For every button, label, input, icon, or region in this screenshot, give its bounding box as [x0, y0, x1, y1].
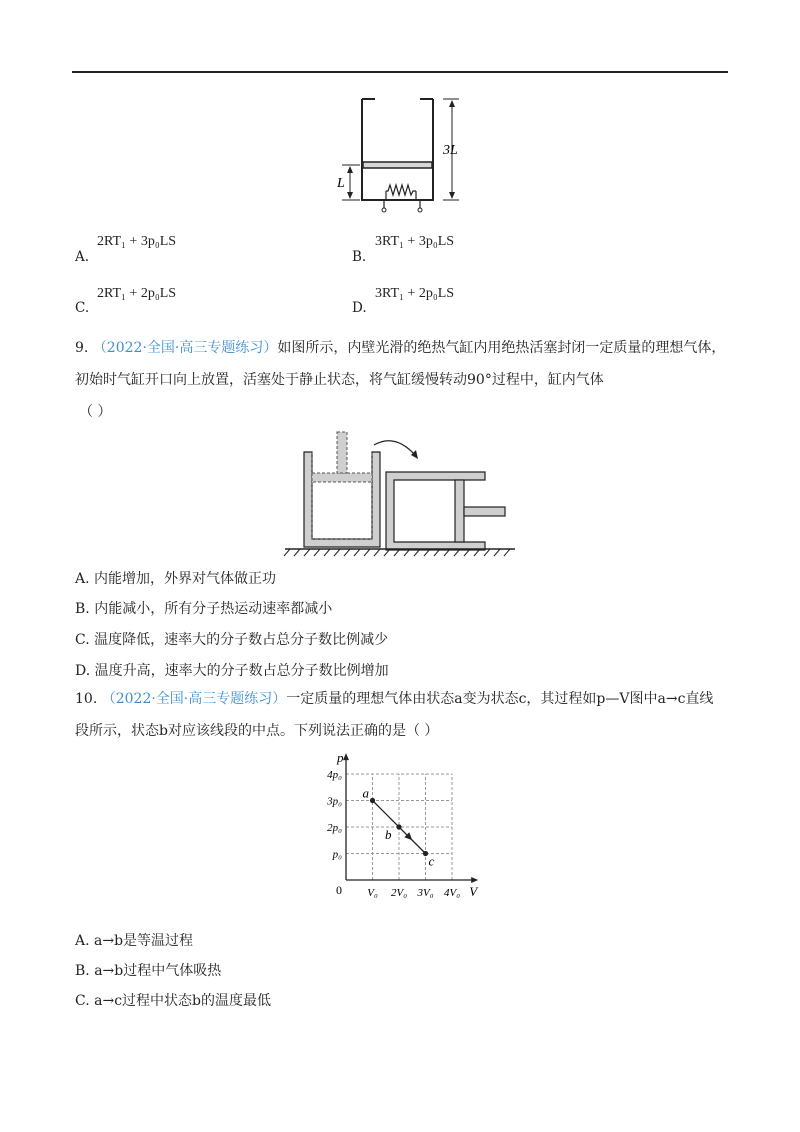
q9-answer-blank: （ ）: [79, 404, 112, 420]
q9-option-a: A. 内能增加，外界对气体做正功: [75, 571, 277, 587]
q9-rotation-figure: [280, 425, 530, 560]
q10-line1: 一定质量的理想气体由状态a变为状态c，其过程如p—V图中a→c直线: [286, 691, 714, 707]
q9-number: 9.: [75, 340, 89, 356]
q8-option-d-text: 3RT₁ + 2p₀LS: [375, 286, 455, 301]
state-point-b: [396, 824, 401, 829]
q8-option-a-letter: A.: [75, 249, 90, 265]
state-label-a: a: [362, 785, 369, 801]
label-3L: 3L: [443, 143, 458, 158]
q8-option-a-text: 2RT₁ + 3p₀LS: [97, 234, 177, 249]
q8-option-c-text: 2RT₁ + 2p₀LS: [97, 286, 177, 301]
origin-label: 0: [336, 883, 342, 897]
y-tick-label: 4p₀: [327, 769, 342, 781]
x-tick-label: 3V₀: [417, 887, 434, 899]
header-rule: [72, 71, 728, 73]
y-axis-label: p: [337, 750, 344, 766]
q10-option-a: A. a→b是等温过程: [75, 933, 194, 949]
q9-source-link[interactable]: （2022·全国·高三专题练习）: [92, 340, 278, 356]
q9-line2: 初始时气缸开口向上放置，活塞处于静止状态，将气缸缓慢转动90°过程中，缸内气体: [75, 372, 604, 388]
q9-option-d: D. 温度升高，速率大的分子数占总分子数比例增加: [75, 663, 389, 679]
q10-stem-line1: [75, 690, 713, 708]
state-point-c: [423, 851, 428, 856]
state-label-c: c: [428, 853, 435, 869]
x-tick-label: V₀: [367, 887, 378, 899]
q10-option-b: B. a→b过程中气体吸热: [75, 963, 222, 979]
x-axis-arrow: [471, 877, 478, 883]
q9-option-c: C. 温度降低，速率大的分子数占总分子数比例减少: [75, 632, 389, 648]
piston: [363, 162, 432, 168]
q8-option-b-text: 3RT₁ + 3p₀LS: [375, 234, 455, 249]
q8-option-c-letter: C.: [75, 300, 90, 316]
pv-chart: [320, 745, 490, 905]
y-tick-label: p₀: [332, 848, 342, 861]
state-label-b: b: [385, 827, 392, 842]
q10-line2: 段所示，状态b对应该线段的中点。下列说法正确的是（ ）: [75, 723, 439, 739]
x-axis-label: V: [469, 884, 478, 899]
q10-number: 10.: [75, 691, 98, 707]
q9-line1: 如图所示，内壁光滑的绝热气缸内用绝热活塞封闭一定质量的理想气体，: [277, 340, 726, 356]
q9-option-b: B. 内能减小，所有分子热运动速率都减小: [75, 601, 333, 617]
q10-source-link[interactable]: （2022·全国·高三专题练习）: [101, 691, 287, 707]
state-point-a: [370, 798, 375, 803]
x-tick-label: 2V₀: [390, 887, 408, 899]
y-tick-label: 2p₀: [327, 822, 342, 834]
q10-option-c: C. a→c过程中状态b的温度最低: [75, 993, 272, 1009]
y-tick-label: 3p₀: [327, 795, 342, 808]
q9-stem-line1: [75, 339, 725, 357]
x-tick-label: 4V₀: [443, 887, 461, 899]
q8-option-d-letter: D.: [352, 300, 367, 316]
q8-option-b-letter: B.: [352, 249, 367, 265]
q8-cylinder-figure: [330, 92, 470, 216]
y-axis-arrow: [343, 753, 349, 760]
label-L: L: [337, 176, 345, 191]
